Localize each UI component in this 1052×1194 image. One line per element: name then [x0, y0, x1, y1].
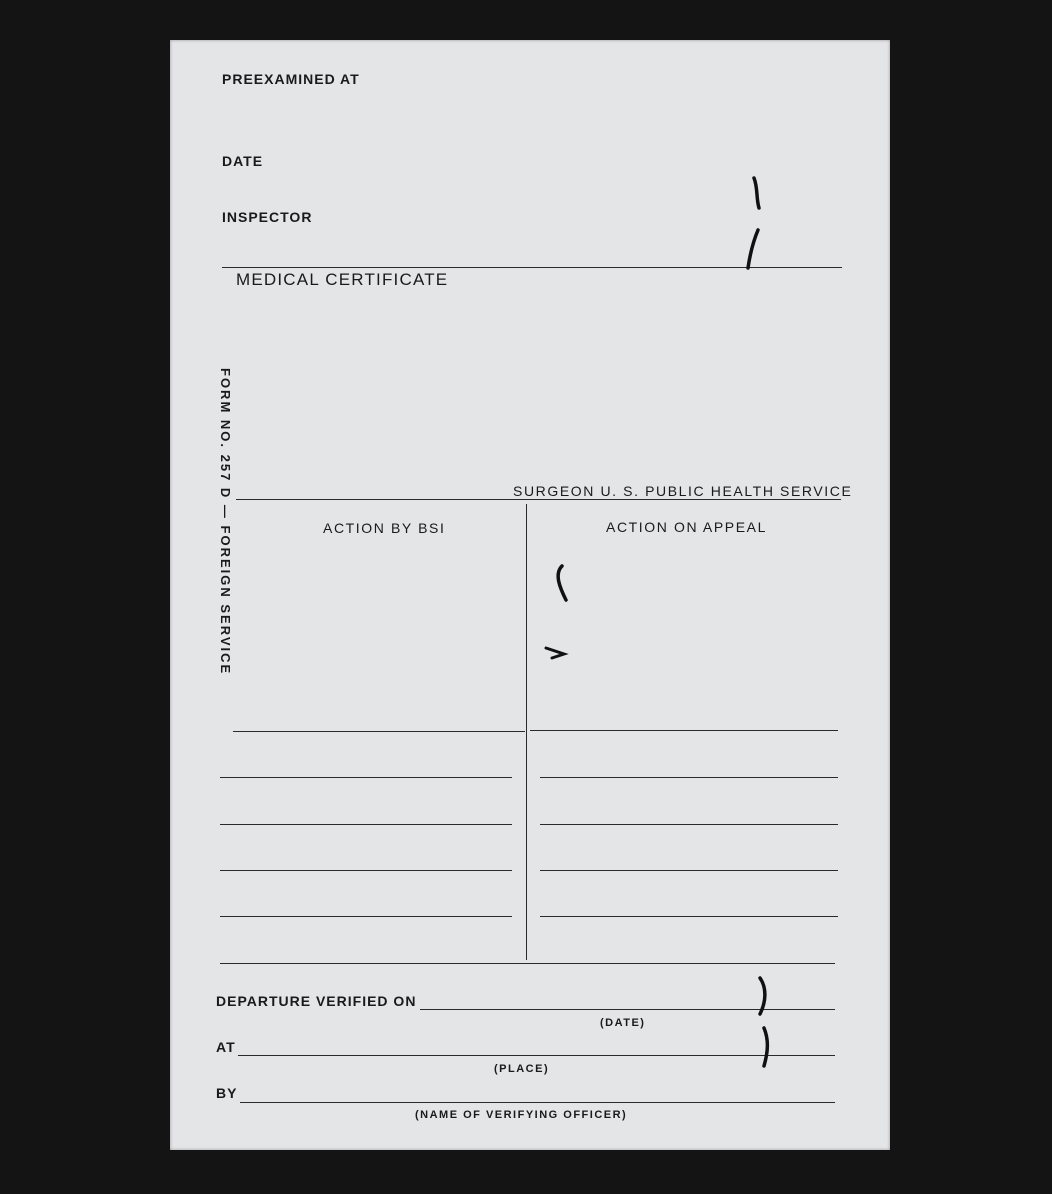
- column-divider: [526, 504, 527, 960]
- bsi-entry-line: [220, 824, 512, 825]
- officer-line: [240, 1102, 835, 1103]
- appeal-entry-line: [540, 777, 838, 778]
- action-on-appeal-header: ACTION ON APPEAL: [606, 519, 767, 535]
- medical-certificate-card: [170, 40, 890, 1150]
- bsi-entry-line: [233, 731, 525, 732]
- date-caption: (DATE): [600, 1017, 646, 1029]
- officer-caption: (NAME OF VERIFYING OFFICER): [415, 1109, 628, 1121]
- footer-divider: [220, 963, 835, 964]
- preexamined-label: PREEXAMINED AT: [222, 71, 360, 87]
- bsi-entry-line: [220, 777, 512, 778]
- appeal-entry-line: [540, 916, 838, 917]
- bsi-entry-line: [220, 870, 512, 871]
- place-line: [238, 1055, 835, 1056]
- appeal-entry-line: [540, 870, 838, 871]
- date-label: DATE: [222, 153, 264, 169]
- by-label: BY: [216, 1085, 238, 1101]
- surgeon-signature-line: [236, 499, 841, 500]
- place-caption: (PLACE): [494, 1063, 550, 1075]
- bsi-entry-line: [220, 916, 512, 917]
- staple-mark-icon: [540, 560, 580, 665]
- staple-mark-icon: [752, 972, 777, 1072]
- departure-verified-label: DEPARTURE VERIFIED ON: [216, 993, 417, 1009]
- inspector-label: INSPECTOR: [222, 209, 313, 225]
- form-number: FORM NO. 257 D — FOREIGN SERVICE: [218, 368, 233, 676]
- appeal-entry-line: [540, 824, 838, 825]
- appeal-entry-line: [530, 730, 838, 731]
- certificate-title: MEDICAL CERTIFICATE: [236, 270, 449, 289]
- surgeon-label: SURGEON U. S. PUBLIC HEALTH SERVICE: [513, 483, 853, 499]
- at-label: AT: [216, 1039, 236, 1055]
- action-by-bsi-header: ACTION BY BSI: [323, 520, 446, 536]
- staple-mark-icon: [740, 170, 770, 275]
